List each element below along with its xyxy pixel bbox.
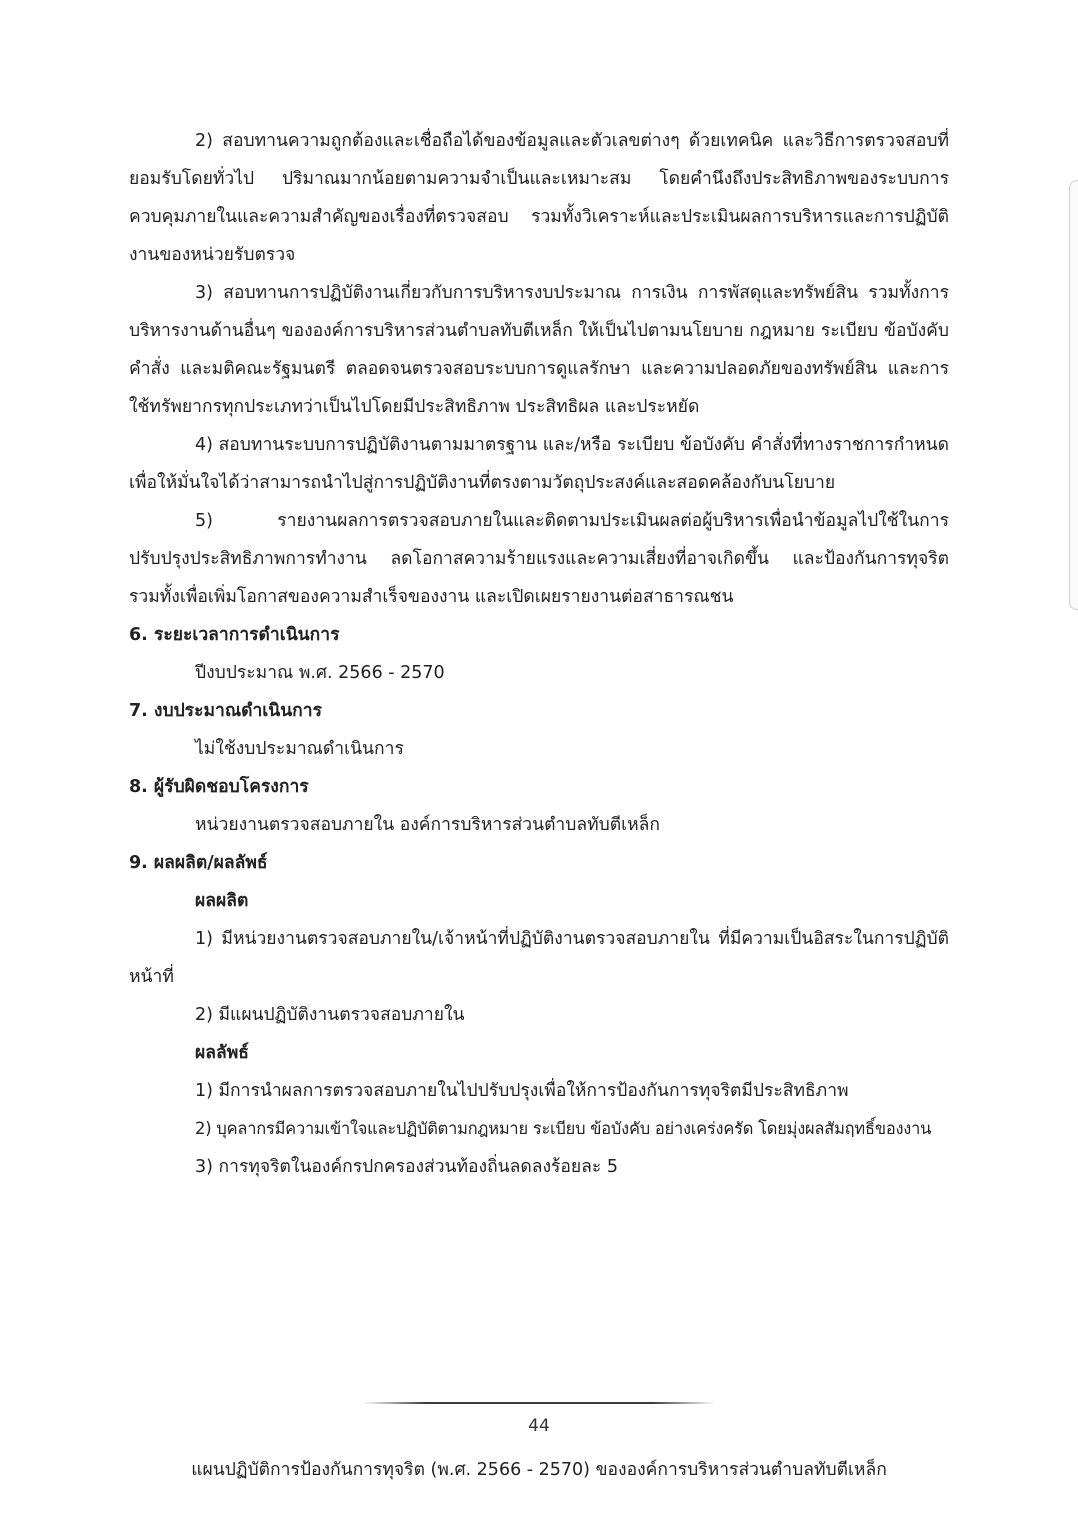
paragraph-item-3: 3) สอบทานการปฏิบัติงานเกี่ยวกับการบริหารงบประมาณ การเงิน การพัสดุและทรัพย์สิน รวมทั้งการบริหารงานด้านอื่นๆ ขององค์การบริหารส่วนตำบลทับตีเหล็ก ให้เป็นไปตามนโยบาย กฎหมาย ระเบียบ ข้อบังคับ คำสั่ง และมติคณะรัฐมนตรี ตลอดจนตรวจสอบระบบการดูแลรักษา และความปลอดภัยของทรัพย์สิน และการใช้ทรัพยากรทุกประเภทว่าเป็นไปโดยมีประสิทธิภาพ ประสิทธิผล และประหยัด	[129, 283, 949, 417]
scrollbar[interactable]	[1069, 180, 1078, 610]
outcome-item: 3) การทุจริตในองค์กรปกครองส่วนท้องถิ่นลดลงร้อยละ 5	[195, 1157, 618, 1177]
section-8-body: หน่วยงานตรวจสอบภายใน องค์การบริหารส่วนตำบลทับตีเหล็ก	[195, 815, 660, 835]
paragraph-item-4: 4) สอบทานระบบการปฏิบัติงานตามมาตรฐาน และ/หรือ ระเบียบ ข้อบังคับ คำสั่งที่ทางราชการกำหนด เพื่อให้มั่นใจได้ว่าสามารถนำไปสู่การปฏิบัติงานที่ตรงตามวัตถุประสงค์และสอดคล้องกับนโยบาย	[129, 435, 949, 493]
section-7-body: ไม่ใช้งบประมาณดำเนินการ	[195, 739, 404, 759]
document-body	[129, 122, 949, 1186]
section-7-heading: 7. งบประมาณดำเนินการ	[129, 701, 322, 721]
section-8-heading: 8. ผู้รับผิดชอบโครงการ	[129, 777, 309, 797]
section-6-body: ปีงบประมาณ พ.ศ. 2566 - 2570	[195, 663, 445, 683]
output-item: 2) มีแผนปฏิบัติงานตรวจสอบภายใน	[195, 1005, 465, 1025]
outcome-item: 1) มีการนำผลการตรวจสอบภายในไปปรับปรุงเพื่อให้การป้องกันการทุจริตมีประสิทธิภาพ	[195, 1081, 849, 1101]
output-item: 1) มีหน่วยงานตรวจสอบภายใน/เจ้าหน้าที่ปฏิบัติงานตรวจสอบภายใน ที่มีความเป็นอิสระในการปฏิบัติหน้าที่	[129, 929, 949, 987]
outcome-item: 2) บุคลากรมีความเข้าใจและปฏิบัติตามกฎหมาย ระเบียบ ข้อบังคับ อย่างเคร่งครัด โดยมุ่งผลสัมฤทธิ์ของงาน	[195, 1119, 932, 1138]
section-9-heading: 9. ผลผลิต/ผลลัพธ์	[129, 853, 268, 873]
footer-title: แผนปฏิบัติการป้องกันการทุจริต (พ.ศ. 2566 - 2570) ขององค์การบริหารส่วนตำบลทับตีเหล็ก	[191, 1460, 887, 1480]
paragraph-item-5: 5) รายงานผลการตรวจสอบภายในและติดตามประเมินผลต่อผู้บริหารเพื่อนำข้อมูลไปใช้ในการปรับปรุงประสิทธิภาพการทำงาน ลดโอกาสความร้ายแรงและความเสี่ยงที่อาจเกิดขึ้น และป้องกันการทุจริต รวมทั้งเพื่อเพิ่มโอกาสของความสำเร็จของงาน และเปิดเผยรายงานต่อสาธารณชน	[129, 511, 949, 607]
page-number: 44	[528, 1416, 550, 1436]
outcomes-heading: ผลลัพธ์	[195, 1043, 249, 1063]
outputs-heading: ผลผลิต	[195, 891, 249, 911]
footer-divider	[362, 1402, 716, 1404]
paragraph-item-2: 2) สอบทานความถูกต้องและเชื่อถือได้ของข้อมูลและตัวเลขต่างๆ ด้วยเทคนิค และวิธีการตรวจสอบที่ยอมรับโดยทั่วไป ปริมาณมากน้อยตามความจำเป็นและเหมาะสม โดยคำนึงถึงประสิทธิภาพของระบบการควบคุมภายในและความสำคัญของเรื่องที่ตรวจสอบ รวมทั้งวิเคราะห์และประเมินผลการบริหารและการปฏิบัติงานของหน่วยรับตรวจ	[129, 131, 949, 265]
section-6-heading: 6. ระยะเวลาการดำเนินการ	[129, 625, 340, 645]
